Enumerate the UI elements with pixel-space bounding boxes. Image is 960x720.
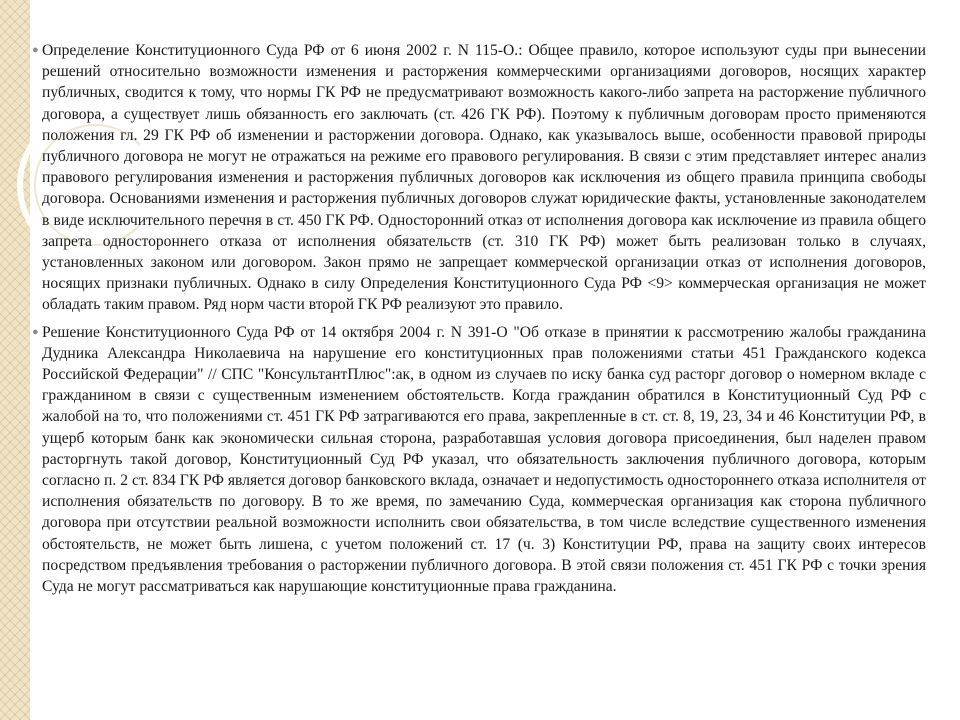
bullet-dot-icon: ● [32, 44, 39, 56]
paragraph-text: Определение Конституционного Суда РФ от 6 июня 2002 г. N 115-О.: Общее правило, которое используют суды при вынесении решений относительно возможности изменения и расторжения коммерческими организациями договоров, носящих характер публичных, сводится к тому, что нормы ГК РФ не предусматривают возможность какого-либо запрета на расторжение публичного договора, а существует лишь обязанность его заключать (ст. 426 ГК РФ). Поэтому к публичным договорам просто применяются положения гл. 29 ГК РФ об изменении и расторжении договора. Однако, как указывалось выше, особенности правовой природы публичного договора не могут не отражаться на режиме его правового регулирования. В связи с этим представляет интерес анализ правового регулирования изменения и расторжения публичных договоров как исключения из общего правила принципа свободы договора. Основаниями изменения и расторжения публичных договоров служат юридические факты, установленные законодателем в виде исключительного перечня в ст. 450 ГК РФ. Односторонний отказ от исполнения договора как исключение из правила общего запрета одностороннего отказа от исполнения обязательств (ст. 310 ГК РФ) может быть реализован только в случаях, установленных законом или договором. Закон прямо не запрещает коммерческой организации отказ от исполнения договоров, носящих признаки публичных. Однако в силу Определения Конституционного Суда РФ <9> коммерческая организация не может обладать таким правом. Ряд норм части второй ГК РФ реализуют это правило. [42, 42, 926, 314]
paragraph-text: Решение Конституционного Суда РФ от 14 октября 2004 г. N 391-О "Об отказе в принятии к рассмотрению жалобы гражданина Дудника Александра Николаевича на нарушение его конституционных прав положениями статьи 451 Гражданского кодекса Российской Федерации" // СПС "КонсультантПлюс":ак, в одном из случаев по иску банка суд расторг договор о номерном вкладе с гражданином в связи с существенным изменением обстоятельств. Когда гражданин обратился в Конституционный Суд РФ с жалобой на то, что положениями ст. 451 ГК РФ затрагиваются его права, закрепленные в ст. ст. 8, 19, 23, 34 и 46 Конституции РФ, в ущерб которым банк как экономически сильная сторона, разработавшая условия договора присоединения, был наделен правом расторгнуть такой договор, Конституционный Суд РФ указал, что обязательность заключения публичного договора, которым согласно п. 2 ст. 834 ГК РФ является договор банковского вклада, означает и недопустимость одностороннего отказа исполнителя от исполнения обязательств по договору. В то же время, по замечанию Суда, коммерческая организация как сторона публичного договора при отсутствии реальной возможности исполнить свои обязательства, в том числе вследствие существенного изменения обстоятельств, не может быть лишена, с учетом положений ст. 17 (ч. 3) Конституции РФ, права на защиту своих интересов посредством предъявления требования о расторжении публичного договора. В этой связи положения ст. 451 ГК РФ с точки зрения Суда не могут рассматриваться как нарушающие конституционные права гражданина. [42, 323, 926, 596]
list-item [32, 322, 926, 598]
slide-content [32, 40, 926, 603]
bullet-dot-icon: ● [32, 325, 39, 338]
list-item [32, 40, 926, 316]
